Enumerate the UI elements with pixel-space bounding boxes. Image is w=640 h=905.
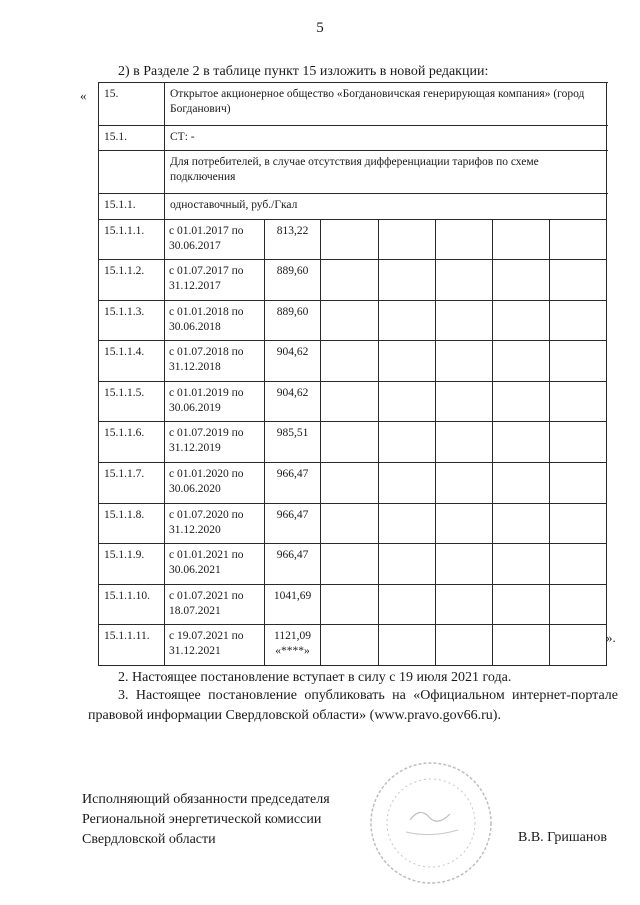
tariff-row [99, 625, 607, 666]
empty-cell [321, 260, 379, 301]
row-period [165, 463, 265, 504]
row-number: 15.1.1.5. [99, 381, 165, 422]
row-number: 15.1.1.10. [99, 584, 165, 625]
empty-cell [321, 625, 379, 666]
empty-cell [321, 503, 379, 544]
tariff-type-text: одноставочный, руб./Гкал [165, 194, 607, 220]
row-value: 904,62 [265, 381, 321, 422]
row-period [165, 625, 265, 666]
tariff-row [99, 544, 607, 585]
empty-cell [379, 503, 436, 544]
intro-paragraph: 2) в Разделе 2 в таблице пункт 15 изложить в новой редакции: [118, 64, 489, 79]
empty-cell [493, 625, 550, 666]
empty-cell [550, 341, 607, 382]
empty-cell [550, 219, 607, 260]
tariff-row [99, 300, 607, 341]
signature-position: Исполняющий обязанности председателя [82, 792, 330, 807]
tariff-row [99, 584, 607, 625]
page-number: 5 [316, 20, 324, 36]
opening-quote: « [80, 88, 87, 103]
empty-cell [493, 260, 550, 301]
empty-cell [436, 219, 493, 260]
row-value: 813,22 [265, 219, 321, 260]
row-number: 15.1.1.11. [99, 625, 165, 666]
period-to: 30.06.2021 [169, 564, 221, 577]
consumers-text: Для потребителей, в случае отсутствия дифференциации тарифов по схеме подключения [165, 151, 607, 194]
period-from: с 01.01.2018 по [169, 305, 244, 318]
company-number: 15. [99, 83, 165, 126]
tariff-row [99, 341, 607, 382]
empty-cell [550, 300, 607, 341]
period-to: 30.06.2019 [169, 401, 221, 414]
empty-cell [321, 463, 379, 504]
row-number: 15.1.1.9. [99, 544, 165, 585]
tariff-type-number: 15.1.1. [99, 194, 165, 220]
period-to: 31.12.2020 [169, 523, 221, 536]
closing-quote: ». [606, 630, 616, 645]
empty-cell [379, 219, 436, 260]
period-to: 30.06.2017 [169, 239, 221, 252]
row-value: 1041,69 [265, 584, 321, 625]
empty-cell [493, 300, 550, 341]
empty-cell [321, 219, 379, 260]
period-to: 31.12.2019 [169, 442, 221, 455]
empty-cell [321, 341, 379, 382]
empty-cell [436, 584, 493, 625]
row-value: 889,60 [265, 260, 321, 301]
empty-cell [493, 381, 550, 422]
empty-cell [550, 625, 607, 666]
row-period [165, 503, 265, 544]
empty-cell [436, 544, 493, 585]
empty-cell [436, 422, 493, 463]
row-value: 889,60 [265, 300, 321, 341]
empty-cell [379, 625, 436, 666]
row-value: 966,47 [265, 503, 321, 544]
empty-cell [436, 260, 493, 301]
empty-cell [379, 300, 436, 341]
empty-cell [550, 260, 607, 301]
tariff-row [99, 260, 607, 301]
empty-cell [436, 300, 493, 341]
period-to: 30.06.2020 [169, 482, 221, 495]
row-number: 15.1.1.6. [99, 422, 165, 463]
period-from: с 01.01.2019 по [169, 386, 244, 399]
row-number: 15.1.1.3. [99, 300, 165, 341]
tariff-row [99, 381, 607, 422]
tariff-row [99, 463, 607, 504]
empty-cell [550, 422, 607, 463]
empty-cell [493, 422, 550, 463]
row-number: 15.1.1.4. [99, 341, 165, 382]
empty-cell [493, 219, 550, 260]
row-period [165, 381, 265, 422]
empty-cell [321, 300, 379, 341]
st-row [99, 125, 607, 151]
row-period [165, 422, 265, 463]
row-value: 985,51 [265, 422, 321, 463]
paragraph-effective-date: 2. Настоящее постановление вступает в силу с 19 июля 2021 года. [118, 670, 512, 685]
row-number: 15.1.1.1. [99, 219, 165, 260]
row-period [165, 219, 265, 260]
empty-cell [379, 381, 436, 422]
company-name: Открытое акционерное общество «Богдановичская генерирующая компания» (город Богданович) [165, 83, 607, 126]
tariff-table [98, 82, 607, 666]
empty-cell [436, 503, 493, 544]
empty-cell [550, 463, 607, 504]
row-period [165, 300, 265, 341]
empty-cell [493, 503, 550, 544]
signature-organization: Региональной энергетической комиссии [82, 812, 322, 827]
period-from: с 01.01.2017 по [169, 224, 244, 237]
empty-cell [436, 381, 493, 422]
empty-cell [436, 625, 493, 666]
st-text: СТ: - [165, 125, 607, 151]
empty-cell [321, 584, 379, 625]
period-from: с 01.01.2020 по [169, 468, 244, 481]
row-value: 1121,09 «****» [265, 625, 321, 666]
empty-cell [321, 381, 379, 422]
company-row [99, 83, 607, 126]
row-period [165, 260, 265, 301]
period-from: с 01.07.2020 по [169, 508, 244, 521]
empty-cell [379, 463, 436, 504]
empty-cell [379, 422, 436, 463]
empty-cell [493, 463, 550, 504]
tariff-row [99, 422, 607, 463]
empty-cell [550, 381, 607, 422]
consumers-number-cell [99, 151, 165, 194]
consumers-row [99, 151, 607, 194]
signature-region: Свердловской области [82, 832, 216, 847]
empty-cell [379, 260, 436, 301]
row-number: 15.1.1.2. [99, 260, 165, 301]
empty-cell [550, 503, 607, 544]
period-to: 31.12.2018 [169, 361, 221, 374]
empty-cell [379, 584, 436, 625]
period-from: с 19.07.2021 по [169, 630, 244, 643]
period-from: с 01.07.2018 по [169, 346, 244, 359]
row-number: 15.1.1.7. [99, 463, 165, 504]
empty-cell [321, 544, 379, 585]
period-to: 18.07.2021 [169, 604, 221, 617]
empty-cell [493, 544, 550, 585]
st-number: 15.1. [99, 125, 165, 151]
empty-cell [550, 544, 607, 585]
period-to: 31.12.2021 [169, 645, 221, 658]
row-value: 966,47 [265, 463, 321, 504]
empty-cell [493, 341, 550, 382]
row-period [165, 584, 265, 625]
empty-cell [436, 463, 493, 504]
row-period [165, 341, 265, 382]
tariff-type-row [99, 194, 607, 220]
tariff-row [99, 219, 607, 260]
row-value: 904,62 [265, 341, 321, 382]
paragraph-publication: 3. Настоящее постановление опубликовать на «Официальном интернет-портале правовой информации Свердловской области» (www.pravo.gov66.ru). [88, 688, 618, 723]
row-value: 966,47 [265, 544, 321, 585]
empty-cell [379, 341, 436, 382]
period-from: с 01.07.2021 по [169, 589, 244, 602]
period-from: с 01.07.2019 по [169, 427, 244, 440]
row-number: 15.1.1.8. [99, 503, 165, 544]
row-period [165, 544, 265, 585]
empty-cell [321, 422, 379, 463]
period-from: с 01.07.2017 по [169, 265, 244, 278]
signature-block [82, 790, 330, 850]
period-from: с 01.01.2021 по [169, 549, 244, 562]
period-to: 30.06.2018 [169, 320, 221, 333]
empty-cell [493, 584, 550, 625]
stamp-seal [366, 758, 496, 888]
empty-cell [436, 341, 493, 382]
empty-cell [550, 584, 607, 625]
empty-cell [379, 544, 436, 585]
tariff-row [99, 503, 607, 544]
period-to: 31.12.2017 [169, 280, 221, 293]
signer-name: В.В. Гришанов [518, 830, 607, 845]
